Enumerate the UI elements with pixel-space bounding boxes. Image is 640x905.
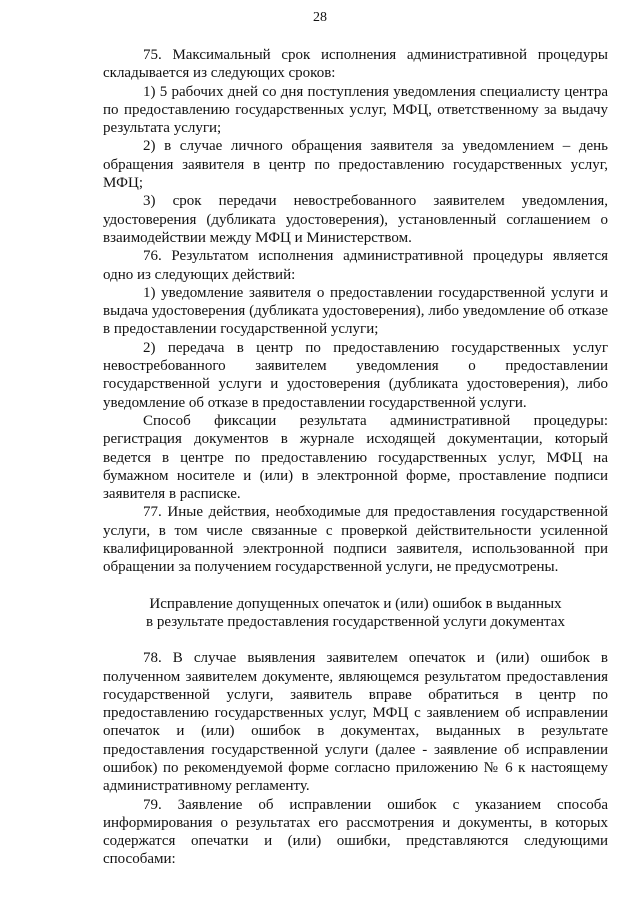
section-heading-line-1: Исправление допущенных опечаток и (или) ошибок в выданных <box>149 595 562 612</box>
paragraph-76-fixation-method: Способ фиксации результата административной процедуры: регистрация документов в журнале исходящей документации, который ведется в центре по предоставлению государственных услуг, МФЦ на бумажном носителе и (или) в электронной форме, проставление подписи заявителя в расписке. <box>103 412 608 503</box>
paragraph-76: 76. Результатом исполнения административной процедуры является одно из следующих действий: <box>103 248 608 283</box>
section-heading-line-2: в результате предоставления государственной услуги документах <box>146 613 565 630</box>
paragraph-78: 78. В случае выявления заявителем опечаток и (или) ошибок в полученном заявителем документе, являющемся результатом предоставления государственной услуги, заявитель вправе обратиться в центр по предоставлению государственных услуг, МФЦ с заявлением об исправлении опечаток и (или) ошибок в документах, выданных в результате предоставления государственной услуги (далее - заявление об исправлении ошибок) по рекомендуемой форме согласно приложению № 6 к настоящему административному регламенту. <box>103 650 608 795</box>
section-heading <box>103 595 608 632</box>
paragraph-75-item-2: 2) в случае личного обращения заявителя за уведомлением – день обращения заявителя в центр по предоставлению государственных услуг, МФЦ; <box>103 138 608 192</box>
paragraph-75-item-1: 1) 5 рабочих дней со дня поступления уведомления специалисту центра по предоставлению государственных услуг, МФЦ, ответственному за выдачу результата услуги; <box>103 83 608 137</box>
paragraph-75-item-3: 3) срок передачи невостребованного заявителем уведомления, удостоверения (дубликата удостоверения), установленный соглашением о взаимодействии между МФЦ и Министерством. <box>103 193 608 246</box>
paragraph-76-item-2: 2) передача в центр по предоставлению государственных услуг невостребованного заявителем уведомления о предоставлении государственной услуги и удостоверения (дубликата удостоверения), либо уведомление об отказе в предоставлении государственной услуги. <box>103 339 608 411</box>
page-number: 28 <box>313 10 327 25</box>
paragraph-79: 79. Заявление об исправлении ошибок с указанием способа информирования о результатах его рассмотрения и документы, в которых содержатся опечатки и (или) ошибки, представляются следующими способами: <box>103 796 608 868</box>
paragraph-75: 75. Максимальный срок исполнения административной процедуры складывается из следующих сроков: <box>103 47 608 82</box>
document-body <box>103 46 608 869</box>
paragraph-76-item-1: 1) уведомление заявителя о предоставлении государственной услуги и выдача удостоверения (дубликата удостоверения), либо уведомление об отказе в предоставлении государственной услуги; <box>103 284 608 338</box>
paragraph-77: 77. Иные действия, необходимые для предоставления государственной услуги, в том числе связанные с проверкой действительности усиленной квалифицированной электронной подписи заявителя, использованной при обращении за получением государственной услуги, не предусмотрены. <box>103 504 608 576</box>
